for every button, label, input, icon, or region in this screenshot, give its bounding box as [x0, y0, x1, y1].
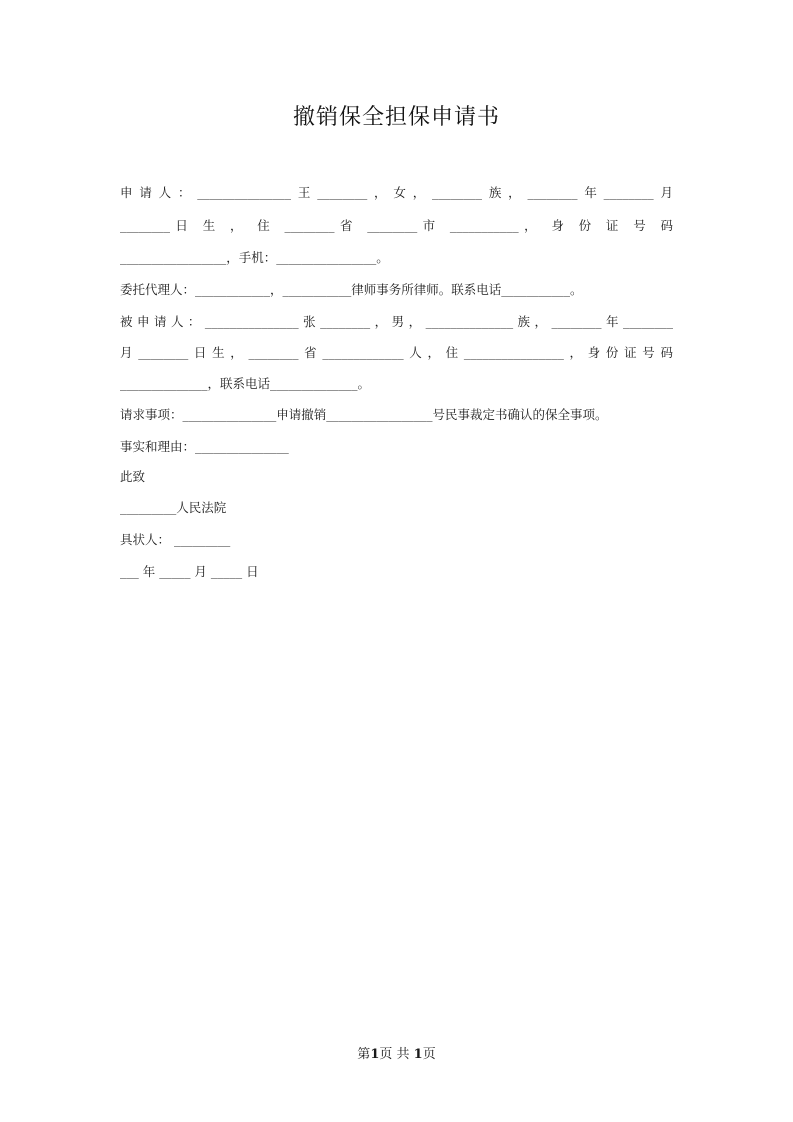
footer-page-number: 1 [370, 1047, 380, 1062]
footer-middle: 页 共 [379, 1047, 410, 1062]
footer-prefix: 第 [357, 1047, 371, 1062]
footer-suffix: 页 [422, 1047, 436, 1062]
respondent-line-3: ______________，联系电话______________。 [120, 376, 371, 391]
respondent-line-2: 月________日生，________省_____________人，住________________，身份证号码 [120, 345, 673, 360]
facts-reasons-line: 事实和理由：_______________ [120, 439, 289, 454]
signatory-line: 具状人： _________ [120, 532, 231, 547]
respondent-line-1: 被申请人：_______________张________，男，______________族，________年________ [120, 314, 673, 329]
agent-line: 委托代理人：____________，___________律师事务所律师。联系电话___________。 [120, 282, 583, 297]
applicant-line-1: 申请人：_______________王________，女，________族，________年________月 [120, 185, 673, 200]
footer-total-pages: 1 [413, 1047, 423, 1062]
document-title: 撤销保全担保申请书 [292, 105, 500, 130]
applicant-line-3: _________________，手机：________________。 [120, 250, 389, 265]
date-line: ___ 年 _____ 月 _____ 日 [120, 564, 259, 579]
request-line: 请求事项：_______________申请撤销_________________号民事裁定书确认的保全事项。 [120, 407, 608, 422]
applicant-line-2: ________日 生 ， 住 ________省 ________市 ___________， 身 份 证 号 码 [120, 218, 673, 233]
salutation-line: 此致 [120, 469, 146, 484]
court-line: _________人民法院 [120, 500, 227, 515]
page-footer [0, 1043, 793, 1062]
